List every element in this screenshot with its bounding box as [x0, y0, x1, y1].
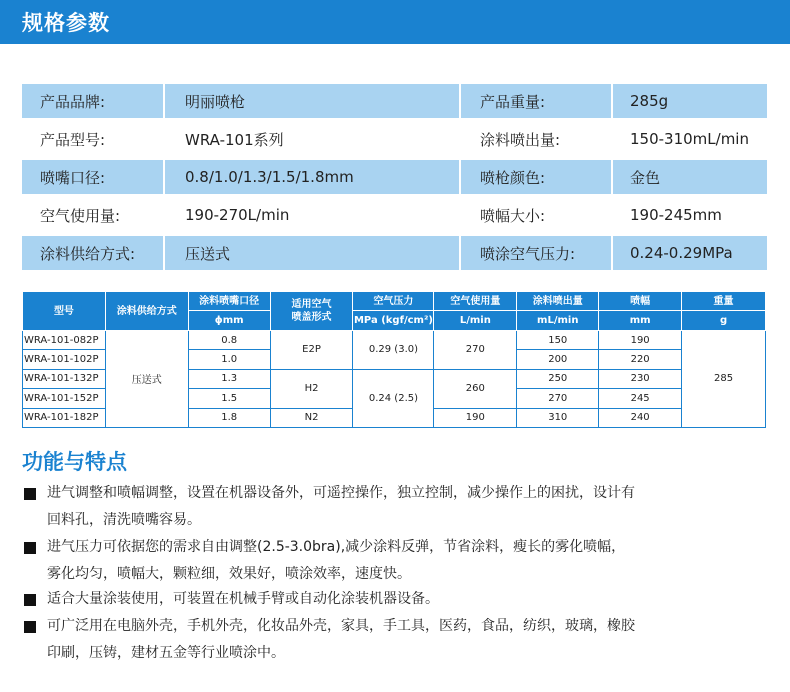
cap-cell: H2: [270, 369, 353, 408]
square-bullet-icon: [24, 621, 36, 633]
feature-text: 可广泛用在电脑外壳，手机外壳，化妆品外壳，家具，手工具，医药，食品，纺织，玻璃，橡胶: [47, 618, 635, 634]
spec-label: 涂料喷出量:: [461, 122, 613, 156]
model-cell: WRA-101-132P: [23, 369, 106, 388]
square-bullet-icon: [24, 542, 36, 554]
cap-cell: E2P: [270, 331, 353, 370]
nozzle-cell: 1.8: [188, 408, 270, 427]
header-cap: [270, 292, 353, 331]
width-cell: 245: [599, 389, 682, 408]
width-cell: 190: [599, 331, 682, 350]
spec-value: 0.8/1.0/1.3/1.5/1.8mm: [165, 160, 461, 194]
square-bullet-icon: [24, 594, 36, 606]
header-feed: 涂料供给方式: [105, 292, 188, 331]
square-bullet-icon: [24, 488, 36, 500]
spec-row: [22, 196, 767, 234]
feature-item: [24, 586, 439, 613]
spec-label: 喷涂空气压力:: [461, 236, 613, 270]
header-model: 型号: [23, 292, 106, 331]
spec-row: [22, 82, 767, 120]
feed-cell: 压送式: [105, 331, 188, 428]
spec-value: 150-310mL/min: [630, 130, 749, 148]
feature-item: [24, 613, 635, 667]
feature-text: 进气压力可依据您的需求自由调整(2.5-3.0bra),减少涂料反弹，节省涂料，瘦长的雾化喷幅，: [47, 539, 626, 555]
spec-label: 产品品牌:: [22, 84, 165, 118]
feature-text: 印刷，压铸，建材五金等行业喷涂中。: [47, 645, 285, 661]
output-cell: 310: [517, 408, 599, 427]
feature-item: [24, 480, 635, 534]
nozzle-cell: 1.5: [188, 389, 270, 408]
feature-item: [24, 534, 625, 588]
spec-value: 0.24-0.29MPa: [613, 236, 767, 270]
spec-label: 产品型号:: [22, 122, 165, 156]
model-detail-table: [22, 291, 766, 428]
air-cell: 270: [434, 331, 517, 370]
output-cell: 250: [517, 369, 599, 388]
header-cap-line1: 适用空气: [291, 299, 332, 310]
header-width-unit: mm: [599, 311, 682, 331]
output-cell: 200: [517, 350, 599, 369]
output-cell: 150: [517, 331, 599, 350]
header-weight-unit: g: [682, 311, 766, 331]
feature-text: 适合大量涂装使用，可装置在机械手臂或自动化涂装机器设备。: [47, 591, 439, 607]
spec-label: 产品重量:: [461, 84, 613, 118]
feature-text: 回料孔，清洗喷嘴容易。: [47, 512, 201, 528]
nozzle-cell: 0.8: [188, 331, 270, 350]
spec-value: 明丽喷枪: [165, 84, 461, 118]
model-cell: WRA-101-102P: [23, 350, 106, 369]
pressure-cell: 0.24 (2.5): [353, 369, 434, 427]
header-air: 空气使用量: [434, 292, 517, 311]
spec-value: 190-245mm: [630, 206, 722, 224]
spec-value: 压送式: [165, 236, 461, 270]
header-pressure: 空气压力: [353, 292, 434, 311]
model-cell: WRA-101-082P: [23, 331, 106, 350]
spec-row: [22, 120, 767, 158]
header-nozzle: 涂料喷嘴口径: [188, 292, 270, 311]
output-cell: 270: [517, 389, 599, 408]
cap-cell: N2: [270, 408, 353, 427]
spec-label: 空气使用量:: [22, 198, 165, 232]
nozzle-cell: 1.3: [188, 369, 270, 388]
header-output: 涂料喷出量: [517, 292, 599, 311]
spec-row: [22, 234, 767, 272]
model-cell: WRA-101-152P: [23, 389, 106, 408]
spec-value: 190-270L/min: [165, 198, 461, 232]
spec-row: [22, 158, 767, 196]
spec-summary-table: [22, 82, 767, 272]
header-width: 喷幅: [599, 292, 682, 311]
spec-value: 285g: [613, 84, 767, 118]
spec-value: 金色: [613, 160, 767, 194]
feature-text: 进气调整和喷幅调整，设置在机器设备外，可遥控操作，独立控制，减少操作上的困扰，设计有: [47, 485, 635, 501]
width-cell: 240: [599, 408, 682, 427]
width-cell: 230: [599, 369, 682, 388]
section-title: 规格参数: [22, 11, 110, 35]
section-header-specs: [0, 0, 790, 44]
spec-label: 喷枪颜色:: [461, 160, 613, 194]
model-cell: WRA-101-182P: [23, 408, 106, 427]
spec-label: 喷幅大小:: [461, 198, 613, 232]
features-title: 功能与特点: [22, 450, 127, 474]
table-row: [23, 331, 766, 350]
header-weight: 重量: [682, 292, 766, 311]
air-cell: 190: [434, 408, 517, 427]
header-air-unit: L/min: [434, 311, 517, 331]
air-cell: 260: [434, 369, 517, 408]
spec-label: 喷嘴口径:: [22, 160, 165, 194]
header-nozzle-unit: ϕmm: [188, 311, 270, 331]
header-pressure-unit: MPa (kgf/cm²): [353, 311, 434, 331]
weight-cell: 285: [682, 331, 766, 428]
nozzle-cell: 1.0: [188, 350, 270, 369]
header-cap-line2: 喷盖形式: [291, 312, 332, 323]
feature-text: 雾化均匀，喷幅大，颗粒细，效果好，喷涂效率，速度快。: [47, 566, 411, 582]
spec-value: WRA-101系列: [165, 122, 461, 156]
header-output-unit: mL/min: [517, 311, 599, 331]
spec-label: 涂料供给方式:: [22, 236, 165, 270]
width-cell: 220: [599, 350, 682, 369]
pressure-cell: 0.29 (3.0): [353, 331, 434, 370]
